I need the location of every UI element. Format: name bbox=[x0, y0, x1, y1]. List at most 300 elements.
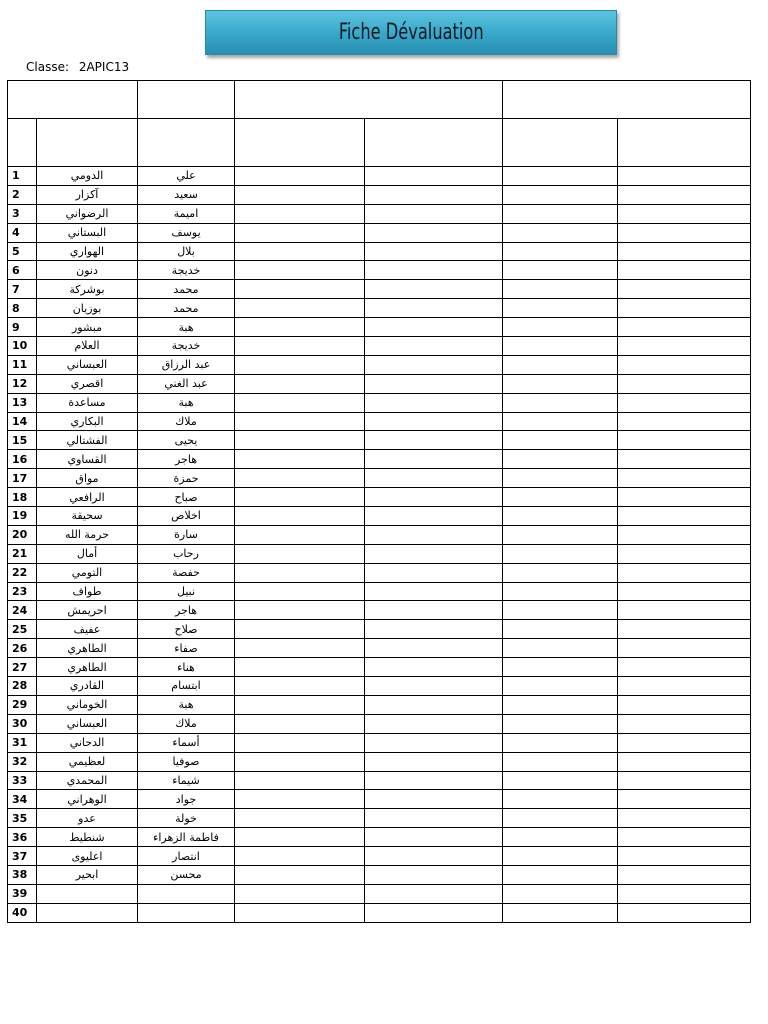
class-label: Classe: bbox=[26, 60, 69, 74]
grade-cell[interactable] bbox=[235, 412, 365, 431]
grade-cell[interactable] bbox=[503, 828, 618, 847]
grade-cell[interactable] bbox=[503, 299, 618, 318]
row-number: 31 bbox=[8, 733, 37, 752]
first-name-cell: خولة bbox=[138, 809, 235, 828]
grade-cell[interactable] bbox=[503, 752, 618, 771]
grade-cell[interactable] bbox=[503, 865, 618, 884]
grade-cell[interactable] bbox=[365, 355, 503, 374]
grade-cell[interactable] bbox=[235, 733, 365, 752]
row-number: 38 bbox=[8, 865, 37, 884]
grade-cell[interactable] bbox=[618, 752, 751, 771]
grade-cell[interactable] bbox=[618, 507, 751, 526]
grade-cell[interactable] bbox=[235, 469, 365, 488]
table-row bbox=[8, 242, 751, 261]
grade-cell[interactable] bbox=[618, 601, 751, 620]
header-cell bbox=[37, 119, 138, 167]
grade-cell[interactable] bbox=[365, 450, 503, 469]
last-name-cell: القادري bbox=[37, 677, 138, 696]
table-row bbox=[8, 450, 751, 469]
table-row bbox=[8, 488, 751, 507]
first-name-cell: محسن bbox=[138, 865, 235, 884]
grade-cell[interactable] bbox=[235, 223, 365, 242]
last-name-cell: بوشركة bbox=[37, 280, 138, 299]
row-number: 33 bbox=[8, 771, 37, 790]
table-row bbox=[8, 563, 751, 582]
table-row bbox=[8, 790, 751, 809]
grade-cell[interactable] bbox=[365, 167, 503, 186]
grade-cell[interactable] bbox=[503, 431, 618, 450]
grade-cell[interactable] bbox=[618, 412, 751, 431]
grade-cell[interactable] bbox=[235, 185, 365, 204]
last-name-cell: أمال bbox=[37, 544, 138, 563]
last-name-cell: مواق bbox=[37, 469, 138, 488]
grade-cell[interactable] bbox=[503, 488, 618, 507]
grade-cell[interactable] bbox=[235, 431, 365, 450]
page-title: Fiche Dévaluation bbox=[338, 20, 484, 45]
row-number: 40 bbox=[8, 903, 37, 922]
grade-cell[interactable] bbox=[365, 261, 503, 280]
row-number: 2 bbox=[8, 185, 37, 204]
last-name-cell: العلام bbox=[37, 337, 138, 356]
table-row bbox=[8, 507, 751, 526]
grade-cell[interactable] bbox=[503, 525, 618, 544]
table-row bbox=[8, 261, 751, 280]
first-name-cell: هاجر bbox=[138, 601, 235, 620]
grade-cell[interactable] bbox=[365, 374, 503, 393]
grade-cell[interactable] bbox=[235, 393, 365, 412]
row-number: 13 bbox=[8, 393, 37, 412]
grade-cell[interactable] bbox=[618, 204, 751, 223]
last-name-cell: سحيقة bbox=[37, 507, 138, 526]
last-name-cell: الطاهري bbox=[37, 658, 138, 677]
grade-cell[interactable] bbox=[618, 790, 751, 809]
row-number: 11 bbox=[8, 355, 37, 374]
grade-cell[interactable] bbox=[235, 809, 365, 828]
last-name-cell: الخوماني bbox=[37, 695, 138, 714]
grade-cell[interactable] bbox=[235, 525, 365, 544]
grade-cell[interactable] bbox=[365, 601, 503, 620]
table-row bbox=[8, 337, 751, 356]
row-number: 1 bbox=[8, 167, 37, 186]
grade-cell[interactable] bbox=[503, 337, 618, 356]
grade-cell[interactable] bbox=[503, 469, 618, 488]
table-row bbox=[8, 752, 751, 771]
row-number: 28 bbox=[8, 677, 37, 696]
row-number: 15 bbox=[8, 431, 37, 450]
row-number: 27 bbox=[8, 658, 37, 677]
grade-cell[interactable] bbox=[503, 601, 618, 620]
grade-cell[interactable] bbox=[503, 374, 618, 393]
first-name-cell: محمد bbox=[138, 280, 235, 299]
row-number: 32 bbox=[8, 752, 37, 771]
first-name-cell: شيماء bbox=[138, 771, 235, 790]
grade-cell[interactable] bbox=[503, 507, 618, 526]
grade-cell[interactable] bbox=[618, 771, 751, 790]
grade-cell[interactable] bbox=[503, 318, 618, 337]
first-name-cell: رحاب bbox=[138, 544, 235, 563]
grade-cell[interactable] bbox=[503, 639, 618, 658]
grade-cell[interactable] bbox=[365, 828, 503, 847]
table-row bbox=[8, 185, 751, 204]
table-row bbox=[8, 620, 751, 639]
row-number: 24 bbox=[8, 601, 37, 620]
table-row bbox=[8, 280, 751, 299]
table-row bbox=[8, 431, 751, 450]
title-banner bbox=[205, 10, 617, 55]
evaluation-table bbox=[7, 80, 751, 923]
grade-cell[interactable] bbox=[235, 299, 365, 318]
grade-cell[interactable] bbox=[365, 677, 503, 696]
table-row bbox=[8, 828, 751, 847]
grade-cell[interactable] bbox=[365, 620, 503, 639]
grade-cell[interactable] bbox=[618, 223, 751, 242]
row-number: 21 bbox=[8, 544, 37, 563]
grade-cell[interactable] bbox=[235, 714, 365, 733]
last-name-cell: العبساني bbox=[37, 714, 138, 733]
grade-cell[interactable] bbox=[365, 790, 503, 809]
table-row bbox=[8, 809, 751, 828]
row-number: 14 bbox=[8, 412, 37, 431]
last-name-cell: العبساني bbox=[37, 355, 138, 374]
grade-cell[interactable] bbox=[235, 677, 365, 696]
last-name-cell: الدومي bbox=[37, 167, 138, 186]
first-name-cell: اميمة bbox=[138, 204, 235, 223]
grade-cell[interactable] bbox=[235, 752, 365, 771]
row-number: 9 bbox=[8, 318, 37, 337]
grade-cell[interactable] bbox=[618, 167, 751, 186]
grade-cell[interactable] bbox=[503, 714, 618, 733]
grade-cell[interactable] bbox=[365, 544, 503, 563]
table-row bbox=[8, 771, 751, 790]
grade-cell[interactable] bbox=[503, 563, 618, 582]
first-name-cell: صفاء bbox=[138, 639, 235, 658]
grade-cell[interactable] bbox=[503, 884, 618, 903]
last-name-cell: عفيف bbox=[37, 620, 138, 639]
grade-cell[interactable] bbox=[503, 185, 618, 204]
grade-cell[interactable] bbox=[235, 695, 365, 714]
grade-cell[interactable] bbox=[235, 847, 365, 866]
grade-cell[interactable] bbox=[503, 695, 618, 714]
first-name-cell: هاجر bbox=[138, 450, 235, 469]
grade-cell[interactable] bbox=[503, 582, 618, 601]
table-row bbox=[8, 695, 751, 714]
grade-cell[interactable] bbox=[235, 280, 365, 299]
row-number: 20 bbox=[8, 525, 37, 544]
grade-cell[interactable] bbox=[235, 903, 365, 922]
grade-cell[interactable] bbox=[618, 847, 751, 866]
grade-cell[interactable] bbox=[235, 450, 365, 469]
first-name-cell: هبة bbox=[138, 318, 235, 337]
first-name-cell: نبيل bbox=[138, 582, 235, 601]
row-number: 34 bbox=[8, 790, 37, 809]
grade-cell[interactable] bbox=[365, 582, 503, 601]
grade-cell[interactable] bbox=[365, 488, 503, 507]
header-cell bbox=[138, 81, 235, 119]
first-name-cell: هبة bbox=[138, 393, 235, 412]
grade-cell[interactable] bbox=[235, 658, 365, 677]
grade-cell[interactable] bbox=[235, 790, 365, 809]
first-name-cell: ملاك bbox=[138, 412, 235, 431]
grade-cell[interactable] bbox=[235, 261, 365, 280]
grade-cell[interactable] bbox=[365, 204, 503, 223]
table-row bbox=[8, 204, 751, 223]
last-name-cell: حرمة الله bbox=[37, 525, 138, 544]
grade-cell[interactable] bbox=[365, 884, 503, 903]
grade-cell[interactable] bbox=[365, 733, 503, 752]
grade-cell[interactable] bbox=[618, 374, 751, 393]
grade-cell[interactable] bbox=[503, 771, 618, 790]
first-name-cell: أسماء bbox=[138, 733, 235, 752]
grade-cell[interactable] bbox=[618, 280, 751, 299]
grade-cell[interactable] bbox=[618, 658, 751, 677]
grade-cell[interactable] bbox=[235, 582, 365, 601]
grade-cell[interactable] bbox=[503, 280, 618, 299]
first-name-cell: يحيى bbox=[138, 431, 235, 450]
grade-cell[interactable] bbox=[503, 261, 618, 280]
row-number: 25 bbox=[8, 620, 37, 639]
last-name-cell: اقصري bbox=[37, 374, 138, 393]
grade-cell[interactable] bbox=[365, 525, 503, 544]
grade-cell[interactable] bbox=[365, 507, 503, 526]
grade-cell[interactable] bbox=[618, 469, 751, 488]
header-cell bbox=[503, 119, 618, 167]
last-name-cell bbox=[37, 884, 138, 903]
first-name-cell: خديجة bbox=[138, 261, 235, 280]
grade-cell[interactable] bbox=[235, 167, 365, 186]
grade-cell[interactable] bbox=[365, 695, 503, 714]
table-row bbox=[8, 299, 751, 318]
row-number: 23 bbox=[8, 582, 37, 601]
grade-cell[interactable] bbox=[235, 601, 365, 620]
grade-cell[interactable] bbox=[365, 847, 503, 866]
grade-cell[interactable] bbox=[618, 903, 751, 922]
grade-cell[interactable] bbox=[618, 714, 751, 733]
row-number: 29 bbox=[8, 695, 37, 714]
grade-cell[interactable] bbox=[618, 544, 751, 563]
grade-cell[interactable] bbox=[365, 280, 503, 299]
grade-cell[interactable] bbox=[618, 639, 751, 658]
last-name-cell: طواف bbox=[37, 582, 138, 601]
grade-cell[interactable] bbox=[235, 374, 365, 393]
grade-cell[interactable] bbox=[618, 185, 751, 204]
grade-cell[interactable] bbox=[618, 809, 751, 828]
class-info bbox=[26, 60, 129, 74]
grade-cell[interactable] bbox=[365, 639, 503, 658]
grade-cell[interactable] bbox=[503, 733, 618, 752]
grade-cell[interactable] bbox=[235, 771, 365, 790]
first-name-cell: فاطمة الزهراء bbox=[138, 828, 235, 847]
last-name-cell: الفشتالي bbox=[37, 431, 138, 450]
header-cell bbox=[8, 81, 138, 119]
row-number: 3 bbox=[8, 204, 37, 223]
last-name-cell: الهواري bbox=[37, 242, 138, 261]
grade-cell[interactable] bbox=[365, 771, 503, 790]
table-row bbox=[8, 318, 751, 337]
table-row bbox=[8, 733, 751, 752]
grade-cell[interactable] bbox=[235, 242, 365, 261]
grade-cell[interactable] bbox=[235, 507, 365, 526]
grade-cell[interactable] bbox=[365, 865, 503, 884]
grade-cell[interactable] bbox=[503, 204, 618, 223]
table-row bbox=[8, 167, 751, 186]
grade-cell[interactable] bbox=[235, 563, 365, 582]
grade-cell[interactable] bbox=[503, 620, 618, 639]
grade-cell[interactable] bbox=[365, 393, 503, 412]
grade-cell[interactable] bbox=[503, 242, 618, 261]
grade-cell[interactable] bbox=[235, 337, 365, 356]
grade-cell[interactable] bbox=[503, 223, 618, 242]
grade-cell[interactable] bbox=[365, 242, 503, 261]
grade-cell[interactable] bbox=[235, 488, 365, 507]
grade-cell[interactable] bbox=[618, 450, 751, 469]
first-name-cell: جواد bbox=[138, 790, 235, 809]
table-row bbox=[8, 847, 751, 866]
header-cell bbox=[8, 119, 37, 167]
first-name-cell: صباح bbox=[138, 488, 235, 507]
grade-cell[interactable] bbox=[365, 563, 503, 582]
header-row-sub bbox=[8, 119, 751, 167]
grade-cell[interactable] bbox=[618, 431, 751, 450]
last-name-cell bbox=[37, 903, 138, 922]
grade-cell[interactable] bbox=[618, 828, 751, 847]
grade-cell[interactable] bbox=[618, 865, 751, 884]
table-row bbox=[8, 223, 751, 242]
grade-cell[interactable] bbox=[365, 337, 503, 356]
last-name-cell: اعليوى bbox=[37, 847, 138, 866]
last-name-cell: البستاني bbox=[37, 223, 138, 242]
grade-cell[interactable] bbox=[618, 355, 751, 374]
row-number: 12 bbox=[8, 374, 37, 393]
header-cell bbox=[235, 119, 365, 167]
last-name-cell: الرافعي bbox=[37, 488, 138, 507]
grade-cell[interactable] bbox=[618, 733, 751, 752]
header-cell bbox=[503, 81, 751, 119]
row-number: 5 bbox=[8, 242, 37, 261]
grade-cell[interactable] bbox=[365, 412, 503, 431]
first-name-cell: بلال bbox=[138, 242, 235, 261]
grade-cell[interactable] bbox=[503, 903, 618, 922]
first-name-cell: هناء bbox=[138, 658, 235, 677]
grade-cell[interactable] bbox=[365, 299, 503, 318]
grade-cell[interactable] bbox=[618, 261, 751, 280]
grade-cell[interactable] bbox=[618, 337, 751, 356]
grade-cell[interactable] bbox=[618, 488, 751, 507]
grade-cell[interactable] bbox=[365, 185, 503, 204]
grade-cell[interactable] bbox=[235, 620, 365, 639]
grade-cell[interactable] bbox=[365, 809, 503, 828]
first-name-cell: انتصار bbox=[138, 847, 235, 866]
last-name-cell: آكزار bbox=[37, 185, 138, 204]
first-name-cell: ابتسام bbox=[138, 677, 235, 696]
grade-cell[interactable] bbox=[235, 865, 365, 884]
grade-cell[interactable] bbox=[235, 318, 365, 337]
class-value: 2APIC13 bbox=[78, 60, 130, 74]
row-number: 35 bbox=[8, 809, 37, 828]
last-name-cell: دنون bbox=[37, 261, 138, 280]
table-row bbox=[8, 884, 751, 903]
grade-cell[interactable] bbox=[618, 677, 751, 696]
row-number: 4 bbox=[8, 223, 37, 242]
first-name-cell: سعيد bbox=[138, 185, 235, 204]
first-name-cell: ملاك bbox=[138, 714, 235, 733]
last-name-cell: الطاهري bbox=[37, 639, 138, 658]
grade-cell[interactable] bbox=[503, 658, 618, 677]
grade-cell[interactable] bbox=[235, 204, 365, 223]
header-cell bbox=[235, 81, 503, 119]
grade-cell[interactable] bbox=[235, 884, 365, 903]
grade-cell[interactable] bbox=[618, 299, 751, 318]
last-name-cell: احريمش bbox=[37, 601, 138, 620]
grade-cell[interactable] bbox=[503, 677, 618, 696]
header-cell bbox=[138, 119, 235, 167]
grade-cell[interactable] bbox=[618, 318, 751, 337]
first-name-cell bbox=[138, 903, 235, 922]
grade-cell[interactable] bbox=[235, 828, 365, 847]
row-number: 10 bbox=[8, 337, 37, 356]
first-name-cell: محمد bbox=[138, 299, 235, 318]
table-row bbox=[8, 393, 751, 412]
grade-cell[interactable] bbox=[235, 544, 365, 563]
grade-cell[interactable] bbox=[365, 752, 503, 771]
grade-cell[interactable] bbox=[365, 223, 503, 242]
last-name-cell: مبشور bbox=[37, 318, 138, 337]
grade-cell[interactable] bbox=[618, 884, 751, 903]
grade-cell[interactable] bbox=[618, 563, 751, 582]
grade-cell[interactable] bbox=[365, 903, 503, 922]
grade-cell[interactable] bbox=[618, 242, 751, 261]
grade-cell[interactable] bbox=[618, 525, 751, 544]
table-row bbox=[8, 865, 751, 884]
table-row bbox=[8, 525, 751, 544]
grade-cell[interactable] bbox=[365, 431, 503, 450]
grade-cell[interactable] bbox=[503, 544, 618, 563]
grade-cell[interactable] bbox=[235, 639, 365, 658]
row-number: 26 bbox=[8, 639, 37, 658]
grade-cell[interactable] bbox=[618, 695, 751, 714]
last-name-cell: القساوي bbox=[37, 450, 138, 469]
grade-cell[interactable] bbox=[365, 714, 503, 733]
grade-cell[interactable] bbox=[503, 167, 618, 186]
grade-cell[interactable] bbox=[365, 469, 503, 488]
grade-cell[interactable] bbox=[235, 355, 365, 374]
grade-cell[interactable] bbox=[503, 847, 618, 866]
grade-cell[interactable] bbox=[503, 450, 618, 469]
grade-cell[interactable] bbox=[365, 658, 503, 677]
table-row bbox=[8, 714, 751, 733]
grade-cell[interactable] bbox=[503, 412, 618, 431]
row-number: 36 bbox=[8, 828, 37, 847]
grade-cell[interactable] bbox=[503, 393, 618, 412]
row-number: 7 bbox=[8, 280, 37, 299]
table-row bbox=[8, 544, 751, 563]
grade-cell[interactable] bbox=[365, 318, 503, 337]
row-number: 6 bbox=[8, 261, 37, 280]
grade-cell[interactable] bbox=[618, 620, 751, 639]
row-number: 30 bbox=[8, 714, 37, 733]
first-name-cell: سارة bbox=[138, 525, 235, 544]
first-name-cell: صلاح bbox=[138, 620, 235, 639]
grade-cell[interactable] bbox=[503, 355, 618, 374]
grade-cell[interactable] bbox=[618, 393, 751, 412]
table-row bbox=[8, 469, 751, 488]
first-name-cell: خديجة bbox=[138, 337, 235, 356]
grade-cell[interactable] bbox=[503, 790, 618, 809]
first-name-cell: علي bbox=[138, 167, 235, 186]
grade-cell[interactable] bbox=[503, 809, 618, 828]
last-name-cell: البكاري bbox=[37, 412, 138, 431]
row-number: 22 bbox=[8, 563, 37, 582]
grade-cell[interactable] bbox=[618, 582, 751, 601]
